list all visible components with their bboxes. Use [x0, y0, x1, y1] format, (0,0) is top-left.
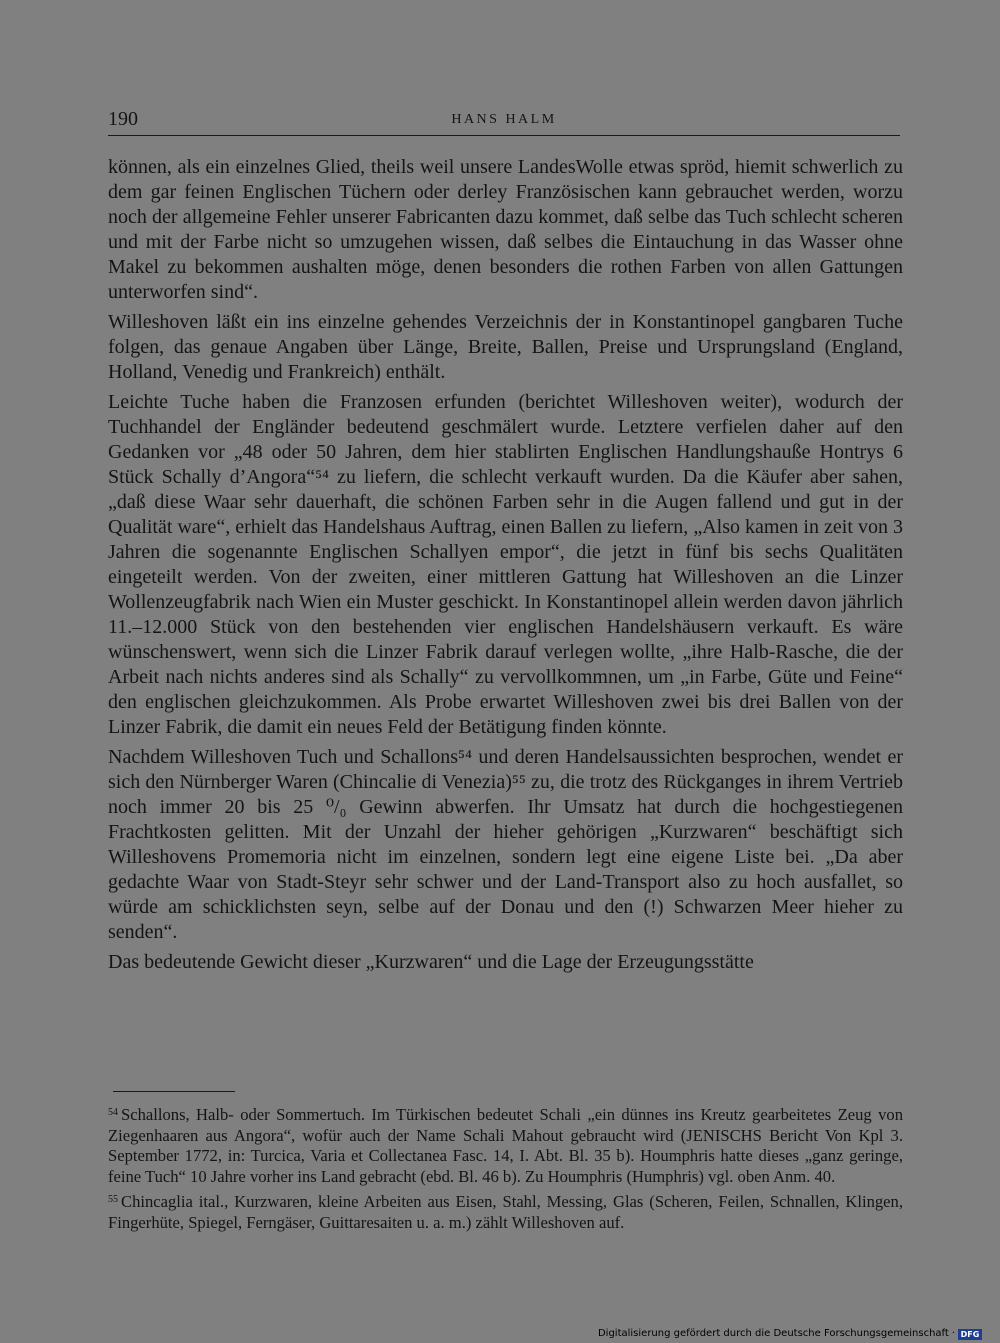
page-number: 190 — [108, 108, 138, 130]
dfg-logo-icon: DFG — [958, 1329, 982, 1340]
footnotes — [108, 1103, 903, 1234]
credit-text: Digitalisierung gefördert durch die Deutsche Forschungsgemeinschaft — [597, 1328, 949, 1339]
body-text — [108, 155, 903, 975]
footnote-divider — [113, 1091, 235, 1092]
footnote-text: Schallons, Halb- oder Sommertuch. Im Türkischen bedeutet Schali „ein dünnes ins Kreutz gearbeitetes Zeug von Ziegenhaaren aus Angora“, wofür auch der Name Schali Mahout gebraucht wird (JENISCHS Bericht Von Kpl 3. September 1772, in: Turcica, Varia et Collectanea Fasc. 14, I. Abt. Bl. 35 b). Houmphris hatte dieses „ganz geringe, feine Tuch“ 10 Jahre vorher ins Land gebracht (ebd. Bl. 46 b). Zu Houmphris (Humphris) vgl. oben Anm. 40. — [108, 1105, 903, 1186]
paragraph: Leichte Tuche haben die Franzosen erfunden (berichtet Willeshoven weiter), wodurch der Tuchhandel der Engländer bedeutend geschmälert wurde. Letztere verfielen daher auf den Gedanken vor „48 oder 50 Jahren, dem hier stablirten Englischen Handlungshauße Hontrys 6 Stück Schally d’Angora“⁵⁴ zu liefern, die schlecht verkauft wurden. Da die Käufer aber sahen, „daß diese Waar sehr dauerhaft, die schönen Farben sehr in die Augen fallend und gut in der Qualität ware“, erhielt das Handelshaus Auftrag, einen Ballen zu liefern, „Also kamen in zeit von 3 Jahren die sogenannte Englischen Schallyen empor“, die jetzt in fünf bis sechs Qualitäten eingeteilt werden. Von der zweiten, einer mittleren Gattung hat Willeshoven an die Linzer Wollenzeugfabrik nach Wien ein Muster geschickt. In Konstantinopel allein werden davon jährlich 11.–12.000 Stück von den bestehenden vier englischen Handelshäusern verkauft. Es wäre wünschenswert, wenn sich die Linzer Fabrik darauf verlegen wollte, „ihre Halb-Rasche, die der Arbeit nach nichts anderes sind als Schally“ zu vervollkommnen, um „in Farbe, Güte und Feine“ den englischen gleichzukommen. Als Probe erwartet Willeshoven zwei bis drei Ballen von der Linzer Fabrik, die damit ein neues Feld der Betätigung finden könnte. — [108, 391, 903, 738]
paragraph: Das bedeutende Gewicht dieser „Kurzwaren“ und die Lage der Erzeugungsstätte — [108, 951, 754, 973]
paragraph: Nachdem Willeshoven Tuch und Schallons⁵⁴ und deren Handelsaussichten besprochen, wendet er sich den Nürnberger Waren (Chincalie di Venezia)⁵⁵ zu, die trotz des Rückganges in ihrem Vertrieb noch immer 20 bis 25 ⁰/₀ Gewinn abwerfen. Ihr Umsatz hat durch die hochgestiegenen Frachtkosten gelitten. Mit der Unzahl der hieher gehörigen „Kurzwaren“ beschäftigt sich Willeshovens Promemoria nicht im einzelnen, sondern legt eine eigene Liste bei. „Da aber gedachte Waar von Stadt-Steyr sehr schwer und der Land-Transport also zu hoch ausfallet, so würde am schicklichsten seyn, selbe auf der Donau und den (!) Schwarzen Meer hieher zu senden“. — [108, 746, 903, 943]
footnote — [108, 1103, 903, 1187]
paragraph: Willeshoven läßt ein ins einzelne gehendes Verzeichnis der in Konstantinopel gangbaren Tuche folgen, das genaue Angaben über Länge, Breite, Ballen, Preise und Ursprungsland (England, Holland, Venedig und Frankreich) enthält. — [108, 311, 903, 383]
separator: · — [951, 1328, 955, 1339]
footnote-number: 54 — [108, 1107, 118, 1118]
footnote — [108, 1190, 903, 1233]
running-head: HANS HALM — [451, 112, 557, 127]
paragraph: können, als ein einzelnes Glied, theils weil unsere LandesWolle etwas spröd, hiemit schwerlich zu dem gar feinen Englischen Tüchern oder derley Französischen kann gebrauchet werden, worzu noch der allgemeine Fehler unserer Fabricanten dazu kommet, daß selbe das Tuch schlecht scheren und mit der Farbe nicht so umzugehen wissen, daß selbes die Eintauchung in das Wasser ohne Makel zu bekommen aushalten möge, denen besonders die rothen Farben von allen Gattungen unterworfen sind“. — [108, 156, 903, 303]
footnote-number: 55 — [108, 1194, 118, 1206]
digitization-credit — [598, 1328, 982, 1340]
footnote-text: Chincaglia ital., Kurzwaren, kleine Arbeiten aus Eisen, Stahl, Messing, Glas (Scheren, Feilen, Schnallen, Klingen, Fingerhüte, Spiegel, Ferngäser, Guittaresaiten u. a. m.) zählt Willeshoven auf. — [108, 1192, 903, 1232]
page-header — [108, 107, 900, 136]
